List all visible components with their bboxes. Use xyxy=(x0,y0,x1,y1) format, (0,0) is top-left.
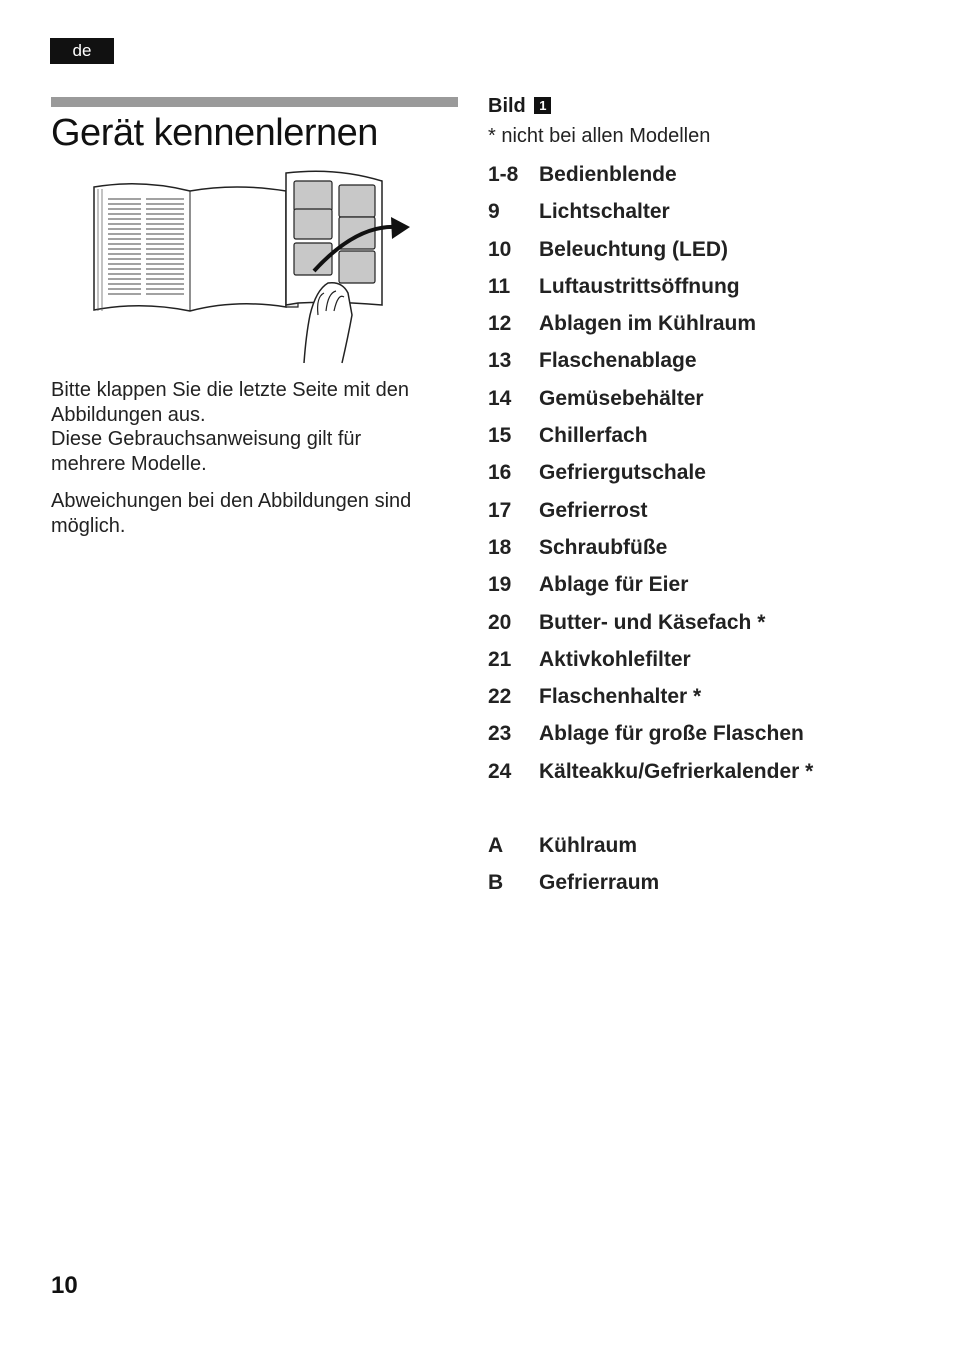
legend-item-number: 20 xyxy=(488,610,512,634)
legend-item-number: 18 xyxy=(488,535,512,559)
legend-item-label: Beleuchtung (LED) xyxy=(539,237,728,261)
intro-paragraph-1 xyxy=(51,378,461,476)
legend-item-label: Schraubfüße xyxy=(539,535,668,559)
legend-item-number: B xyxy=(488,871,504,895)
legend-item-number: 17 xyxy=(488,498,512,522)
intro-line: Diese Gebrauchsanweisung gilt für xyxy=(51,428,362,450)
legend-item-label: Luftaustrittsöffnung xyxy=(539,274,740,298)
legend-item xyxy=(488,753,928,790)
legend-item xyxy=(488,305,928,342)
legend-item-label: Kälteakku/Gefrierkalender * xyxy=(539,759,814,783)
legend-item-number: 24 xyxy=(488,759,512,783)
legend-item-label: Ablage für große Flaschen xyxy=(539,722,804,746)
intro-text xyxy=(51,378,461,551)
fold-out-page-illustration xyxy=(86,165,426,365)
legend-item-number: 22 xyxy=(488,685,512,709)
legend-item xyxy=(488,641,928,678)
legend-item xyxy=(488,380,928,417)
legend-item-label: Butter- und Käsefach * xyxy=(539,610,766,634)
legend-item xyxy=(488,492,928,529)
figure-label: Bild xyxy=(488,95,526,117)
legend-column xyxy=(488,92,928,902)
legend-item-label: Bedienblende xyxy=(539,163,677,186)
legend-item xyxy=(488,715,928,752)
legend-item-number: A xyxy=(488,834,504,858)
legend-item-label: Ablage für Eier xyxy=(539,573,689,597)
legend-item-label: Gefriergutschale xyxy=(539,461,706,485)
figure-number-badge: 1 xyxy=(534,97,551,114)
model-note: * nicht bei allen Modellen xyxy=(488,125,711,147)
legend-item xyxy=(488,827,928,864)
legend-item-number: 11 xyxy=(488,274,511,298)
legend-item-label: Chillerfach xyxy=(539,424,648,448)
legend-item xyxy=(488,566,928,603)
legend-item xyxy=(488,678,928,715)
intro-line: Bitte klappen Sie die letzte Seite mit den xyxy=(51,379,409,401)
language-tag: de xyxy=(50,38,114,64)
intro-line: möglich. xyxy=(51,514,126,537)
legend-item-label: Flaschenablage xyxy=(539,349,697,373)
zones-legend xyxy=(488,827,928,902)
legend-item-label: Gefrierrost xyxy=(539,498,648,522)
intro-line: mehrere Modelle. xyxy=(51,452,207,475)
legend-item-label: Ablagen im Kühlraum xyxy=(539,312,757,336)
legend-item-number: 19 xyxy=(488,573,512,597)
legend-item-number: 16 xyxy=(488,461,512,485)
page-number: 10 xyxy=(51,1272,78,1299)
legend-item-label: Kühlraum xyxy=(539,834,638,858)
legend-item-number: 1-8 xyxy=(488,163,519,186)
legend-item-label: Aktivkohlefilter xyxy=(539,647,691,671)
legend-item xyxy=(488,156,928,193)
legend-item-number: 12 xyxy=(488,312,512,336)
figure-reference xyxy=(488,92,928,120)
legend-item-number: 14 xyxy=(488,386,512,410)
legend-item-label: Gemüsebehälter xyxy=(539,386,704,410)
legend-item xyxy=(488,268,928,305)
legend-item-number: 13 xyxy=(488,349,512,373)
legend-item xyxy=(488,529,928,566)
legend-item-number: 23 xyxy=(488,722,512,746)
legend-item xyxy=(488,864,928,901)
section-rule xyxy=(51,97,458,107)
section-title: Gerät kennenlernen xyxy=(51,112,378,154)
legend-item xyxy=(488,193,928,230)
legend-item-label: Flaschenhalter * xyxy=(539,685,702,709)
legend-item-label: Lichtschalter xyxy=(539,200,670,224)
legend-item xyxy=(488,342,928,379)
legend-item-number: 15 xyxy=(488,424,512,448)
legend-item-label: Gefrierraum xyxy=(539,871,660,895)
legend-item-number: 21 xyxy=(488,647,512,671)
intro-line: Abbildungen aus. xyxy=(51,403,206,426)
parts-legend xyxy=(488,156,928,790)
legend-item xyxy=(488,231,928,268)
intro-line: Abweichungen bei den Abbildungen sind xyxy=(51,490,412,512)
legend-item xyxy=(488,417,928,454)
legend-item-number: 9 xyxy=(488,200,500,224)
legend-item-number: 10 xyxy=(488,237,512,261)
legend-item xyxy=(488,604,928,641)
intro-paragraph-2 xyxy=(51,489,461,538)
legend-item xyxy=(488,454,928,491)
